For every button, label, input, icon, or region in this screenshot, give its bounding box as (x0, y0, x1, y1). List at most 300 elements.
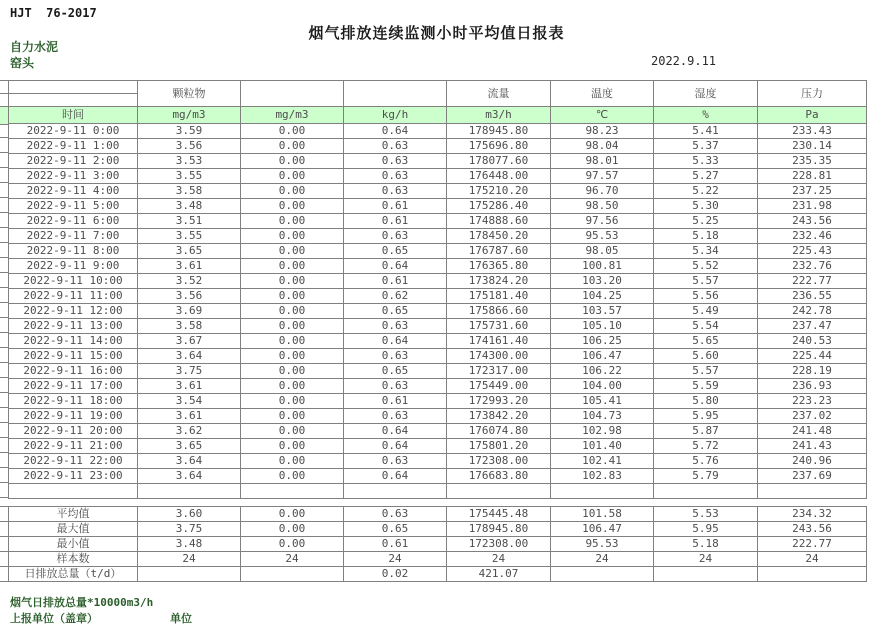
value-cell: 0.00 (241, 259, 344, 274)
value-cell: 178945.80 (447, 124, 551, 139)
summary-label: 日排放总量（t/d） (9, 567, 138, 582)
value-cell: 3.75 (138, 364, 241, 379)
value-cell: 0.00 (241, 184, 344, 199)
summary-value: 0.63 (344, 507, 447, 522)
value-cell: 102.98 (551, 424, 654, 439)
value-cell: 232.76 (758, 259, 867, 274)
value-cell: 0.64 (344, 469, 447, 484)
empty-cell (551, 484, 654, 499)
summary-value: 421.07 (447, 567, 551, 582)
summary-value: 0.00 (241, 522, 344, 537)
table-row (9, 124, 867, 139)
table-row (9, 199, 867, 214)
table-row (9, 304, 867, 319)
group-header-blank-2 (344, 81, 447, 107)
table-row (9, 409, 867, 424)
value-cell: 178450.20 (447, 229, 551, 244)
table-row (9, 184, 867, 199)
value-cell: 98.50 (551, 199, 654, 214)
summary-value: 0.00 (241, 537, 344, 552)
value-cell: 0.00 (241, 229, 344, 244)
value-cell: 230.14 (758, 139, 867, 154)
value-cell: 3.69 (138, 304, 241, 319)
summary-label: 最小值 (9, 537, 138, 552)
value-cell: 3.67 (138, 334, 241, 349)
value-cell: 3.52 (138, 274, 241, 289)
value-cell: 233.43 (758, 124, 867, 139)
summary-row (9, 522, 867, 537)
value-cell: 0.65 (344, 364, 447, 379)
summary-value (758, 567, 867, 582)
table-row (9, 289, 867, 304)
value-cell: 0.63 (344, 229, 447, 244)
summary-row (9, 552, 867, 567)
value-cell: 172308.00 (447, 454, 551, 469)
value-cell: 175866.60 (447, 304, 551, 319)
time-cell: 2022-9-11 14:00 (9, 334, 138, 349)
value-cell: 222.77 (758, 274, 867, 289)
table-row (9, 169, 867, 184)
summary-value: 24 (344, 552, 447, 567)
value-cell: 5.34 (654, 244, 758, 259)
time-cell: 2022-9-11 7:00 (9, 229, 138, 244)
table-row (9, 154, 867, 169)
value-cell: 0.00 (241, 154, 344, 169)
summary-value (241, 567, 344, 582)
value-cell: 175801.20 (447, 439, 551, 454)
table-row (9, 394, 867, 409)
value-cell: 0.61 (344, 274, 447, 289)
unit-m3-h: m3/h (447, 107, 551, 124)
standard-code: HJT 76-2017 (10, 6, 97, 20)
summary-value: 0.61 (344, 537, 447, 552)
value-cell: 101.40 (551, 439, 654, 454)
value-cell: 0.64 (344, 424, 447, 439)
data-rows (9, 124, 867, 484)
value-cell: 0.00 (241, 349, 344, 364)
summary-value: 175445.48 (447, 507, 551, 522)
value-cell: 176074.80 (447, 424, 551, 439)
group-header-temperature: 温度 (551, 81, 654, 107)
table-row (9, 364, 867, 379)
group-header-blank-1 (241, 81, 344, 107)
time-cell: 2022-9-11 12:00 (9, 304, 138, 319)
value-cell: 0.64 (344, 439, 447, 454)
value-cell: 5.49 (654, 304, 758, 319)
value-cell: 0.00 (241, 469, 344, 484)
value-cell: 0.00 (241, 394, 344, 409)
value-cell: 0.63 (344, 169, 447, 184)
value-cell: 0.00 (241, 379, 344, 394)
table-row (9, 349, 867, 364)
value-cell: 0.00 (241, 244, 344, 259)
value-cell: 98.05 (551, 244, 654, 259)
time-cell: 2022-9-11 16:00 (9, 364, 138, 379)
value-cell: 0.00 (241, 334, 344, 349)
value-cell: 175286.40 (447, 199, 551, 214)
time-cell: 2022-9-11 18:00 (9, 394, 138, 409)
value-cell: 242.78 (758, 304, 867, 319)
group-header-flow: 流量 (447, 81, 551, 107)
table-row (9, 259, 867, 274)
summary-value: 222.77 (758, 537, 867, 552)
value-cell: 0.00 (241, 289, 344, 304)
value-cell: 0.00 (241, 319, 344, 334)
value-cell: 105.41 (551, 394, 654, 409)
value-cell: 241.48 (758, 424, 867, 439)
time-header-bottom-cell (9, 94, 138, 107)
group-header-row (9, 81, 867, 94)
value-cell: 3.55 (138, 229, 241, 244)
value-cell: 106.25 (551, 334, 654, 349)
value-cell: 223.23 (758, 394, 867, 409)
table-row (9, 214, 867, 229)
time-cell: 2022-9-11 6:00 (9, 214, 138, 229)
margin-tick-lines (0, 506, 8, 582)
value-cell: 236.55 (758, 289, 867, 304)
margin-tick-lines (0, 137, 8, 499)
value-cell: 0.63 (344, 139, 447, 154)
time-cell: 2022-9-11 11:00 (9, 289, 138, 304)
value-cell: 5.25 (654, 214, 758, 229)
value-cell: 0.61 (344, 214, 447, 229)
value-cell: 0.64 (344, 334, 447, 349)
time-cell: 2022-9-11 13:00 (9, 319, 138, 334)
value-cell: 3.56 (138, 139, 241, 154)
value-cell: 5.79 (654, 469, 758, 484)
value-cell: 3.62 (138, 424, 241, 439)
table-row (9, 319, 867, 334)
value-cell: 5.41 (654, 124, 758, 139)
value-cell: 0.00 (241, 124, 344, 139)
value-cell: 0.63 (344, 184, 447, 199)
table-row (9, 379, 867, 394)
table-row (9, 229, 867, 244)
time-cell: 2022-9-11 2:00 (9, 154, 138, 169)
summary-row (9, 567, 867, 582)
value-cell: 5.57 (654, 274, 758, 289)
value-cell: 103.57 (551, 304, 654, 319)
summary-value: 243.56 (758, 522, 867, 537)
value-cell: 0.00 (241, 199, 344, 214)
value-cell: 228.81 (758, 169, 867, 184)
value-cell: 98.01 (551, 154, 654, 169)
value-cell: 5.56 (654, 289, 758, 304)
value-cell: 5.80 (654, 394, 758, 409)
value-cell: 5.52 (654, 259, 758, 274)
value-cell: 174161.40 (447, 334, 551, 349)
value-cell: 95.53 (551, 229, 654, 244)
value-cell: 96.70 (551, 184, 654, 199)
value-cell: 0.00 (241, 424, 344, 439)
margin-tick-line (0, 80, 8, 81)
summary-value (138, 567, 241, 582)
value-cell: 175696.80 (447, 139, 551, 154)
value-cell: 105.10 (551, 319, 654, 334)
value-cell: 0.65 (344, 304, 447, 319)
value-cell: 106.47 (551, 349, 654, 364)
summary-value: 24 (654, 552, 758, 567)
time-cell: 2022-9-11 4:00 (9, 184, 138, 199)
value-cell: 0.63 (344, 379, 447, 394)
value-cell: 174888.60 (447, 214, 551, 229)
value-cell: 104.25 (551, 289, 654, 304)
value-cell: 0.00 (241, 439, 344, 454)
unit-kg-h: kg/h (344, 107, 447, 124)
value-cell: 0.63 (344, 154, 447, 169)
value-cell: 228.19 (758, 364, 867, 379)
value-cell: 174300.00 (447, 349, 551, 364)
table-row (9, 439, 867, 454)
time-column-header: 时间 (9, 107, 138, 124)
value-cell: 3.64 (138, 469, 241, 484)
margin-tick-line (0, 93, 8, 94)
value-cell: 173824.20 (447, 274, 551, 289)
value-cell: 0.00 (241, 214, 344, 229)
value-cell: 175449.00 (447, 379, 551, 394)
value-cell: 240.53 (758, 334, 867, 349)
value-cell: 0.63 (344, 319, 447, 334)
value-cell: 102.41 (551, 454, 654, 469)
value-cell: 5.18 (654, 229, 758, 244)
value-cell: 3.65 (138, 439, 241, 454)
value-cell: 3.61 (138, 409, 241, 424)
value-cell: 243.56 (758, 214, 867, 229)
summary-value: 24 (758, 552, 867, 567)
value-cell: 0.00 (241, 169, 344, 184)
table-row (9, 469, 867, 484)
summary-value: 24 (447, 552, 551, 567)
value-cell: 3.55 (138, 169, 241, 184)
summary-value: 24 (551, 552, 654, 567)
time-cell: 2022-9-11 23:00 (9, 469, 138, 484)
value-cell: 0.00 (241, 139, 344, 154)
time-cell: 2022-9-11 19:00 (9, 409, 138, 424)
value-cell: 5.76 (654, 454, 758, 469)
summary-label: 样本数 (9, 552, 138, 567)
group-header-dust: 颗粒物 (138, 81, 241, 107)
value-cell: 3.51 (138, 214, 241, 229)
value-cell: 0.00 (241, 304, 344, 319)
summary-value: 5.95 (654, 522, 758, 537)
table-row (9, 334, 867, 349)
group-header-pressure: 压力 (758, 81, 867, 107)
margin-green-band (0, 106, 8, 125)
summary-value: 24 (241, 552, 344, 567)
value-cell: 97.56 (551, 214, 654, 229)
summary-value: 101.58 (551, 507, 654, 522)
value-cell: 5.57 (654, 364, 758, 379)
summary-value: 106.47 (551, 522, 654, 537)
time-cell: 2022-9-11 15:00 (9, 349, 138, 364)
spacer-row-group (9, 484, 867, 499)
value-cell: 172993.20 (447, 394, 551, 409)
time-header-top-cell (9, 81, 138, 94)
value-cell: 176448.00 (447, 169, 551, 184)
table-row (9, 274, 867, 289)
value-cell: 0.00 (241, 409, 344, 424)
time-cell: 2022-9-11 3:00 (9, 169, 138, 184)
empty-cell (654, 484, 758, 499)
summary-value: 5.53 (654, 507, 758, 522)
empty-cell (344, 484, 447, 499)
table-row (9, 244, 867, 259)
summary-value (551, 567, 654, 582)
value-cell: 3.61 (138, 259, 241, 274)
value-cell: 3.61 (138, 379, 241, 394)
summary-value: 3.75 (138, 522, 241, 537)
summary-value: 5.18 (654, 537, 758, 552)
value-cell: 3.64 (138, 349, 241, 364)
value-cell: 225.44 (758, 349, 867, 364)
summary-value: 234.32 (758, 507, 867, 522)
summary-value: 24 (138, 552, 241, 567)
page-title: 烟气排放连续监测小时平均值日报表 (308, 24, 565, 42)
summary-value: 0.02 (344, 567, 447, 582)
summary-value: 178945.80 (447, 522, 551, 537)
value-cell: 237.47 (758, 319, 867, 334)
empty-cell (241, 484, 344, 499)
time-cell: 2022-9-11 10:00 (9, 274, 138, 289)
value-cell: 0.00 (241, 274, 344, 289)
value-cell: 175181.40 (447, 289, 551, 304)
value-cell: 102.83 (551, 469, 654, 484)
value-cell: 0.63 (344, 409, 447, 424)
value-cell: 97.57 (551, 169, 654, 184)
value-cell: 3.59 (138, 124, 241, 139)
value-cell: 240.96 (758, 454, 867, 469)
unit-header-row (9, 107, 867, 124)
value-cell: 175731.60 (447, 319, 551, 334)
value-cell: 5.59 (654, 379, 758, 394)
value-cell: 237.69 (758, 469, 867, 484)
value-cell: 237.02 (758, 409, 867, 424)
value-cell: 0.61 (344, 199, 447, 214)
summary-row (9, 537, 867, 552)
value-cell: 100.81 (551, 259, 654, 274)
value-cell: 0.64 (344, 259, 447, 274)
value-cell: 3.65 (138, 244, 241, 259)
value-cell: 3.54 (138, 394, 241, 409)
time-cell: 2022-9-11 5:00 (9, 199, 138, 214)
value-cell: 3.48 (138, 199, 241, 214)
value-cell: 5.30 (654, 199, 758, 214)
empty-cell (447, 484, 551, 499)
value-cell: 5.27 (654, 169, 758, 184)
value-cell: 0.64 (344, 124, 447, 139)
empty-cell (138, 484, 241, 499)
time-cell: 2022-9-11 9:00 (9, 259, 138, 274)
report-date: 2022.9.11 (651, 54, 717, 68)
value-cell: 104.73 (551, 409, 654, 424)
time-cell: 2022-9-11 1:00 (9, 139, 138, 154)
unit-label: 单位 (170, 612, 192, 625)
value-cell: 0.63 (344, 349, 447, 364)
value-cell: 0.00 (241, 454, 344, 469)
company-name: 自力水泥 (10, 40, 59, 54)
reporting-unit-label: 上报单位（盖章） (10, 612, 98, 625)
time-cell: 2022-9-11 21:00 (9, 439, 138, 454)
value-cell: 241.43 (758, 439, 867, 454)
value-cell: 5.87 (654, 424, 758, 439)
value-cell: 103.20 (551, 274, 654, 289)
empty-cell (758, 484, 867, 499)
value-cell: 175210.20 (447, 184, 551, 199)
value-cell: 231.98 (758, 199, 867, 214)
value-cell: 5.72 (654, 439, 758, 454)
summary-row (9, 507, 867, 522)
summary-value: 3.60 (138, 507, 241, 522)
value-cell: 225.43 (758, 244, 867, 259)
table-row (9, 139, 867, 154)
time-cell: 2022-9-11 20:00 (9, 424, 138, 439)
time-cell: 2022-9-11 8:00 (9, 244, 138, 259)
value-cell: 176683.80 (447, 469, 551, 484)
value-cell: 106.22 (551, 364, 654, 379)
value-cell: 5.37 (654, 139, 758, 154)
time-cell: 2022-9-11 22:00 (9, 454, 138, 469)
value-cell: 0.63 (344, 454, 447, 469)
value-cell: 98.04 (551, 139, 654, 154)
summary-value: 95.53 (551, 537, 654, 552)
value-cell: 5.22 (654, 184, 758, 199)
value-cell: 176787.60 (447, 244, 551, 259)
footnote-total-emission: 烟气日排放总量*10000m3/h (10, 596, 154, 609)
value-cell: 98.23 (551, 124, 654, 139)
value-cell: 236.93 (758, 379, 867, 394)
time-cell: 2022-9-11 0:00 (9, 124, 138, 139)
unit-percent: % (654, 107, 758, 124)
value-cell: 0.61 (344, 394, 447, 409)
table-row (9, 454, 867, 469)
group-header-humidity: 湿度 (654, 81, 758, 107)
value-cell: 104.00 (551, 379, 654, 394)
table-row (9, 424, 867, 439)
value-cell: 5.95 (654, 409, 758, 424)
value-cell: 5.54 (654, 319, 758, 334)
value-cell: 3.58 (138, 184, 241, 199)
summary-value: 0.00 (241, 507, 344, 522)
value-cell: 5.65 (654, 334, 758, 349)
value-cell: 5.33 (654, 154, 758, 169)
value-cell: 5.60 (654, 349, 758, 364)
value-cell: 0.65 (344, 244, 447, 259)
summary-value: 0.65 (344, 522, 447, 537)
value-cell: 3.53 (138, 154, 241, 169)
value-cell: 172317.00 (447, 364, 551, 379)
value-cell: 176365.80 (447, 259, 551, 274)
value-cell: 0.62 (344, 289, 447, 304)
unit-pa: Pa (758, 107, 867, 124)
value-cell: 237.25 (758, 184, 867, 199)
value-cell: 0.00 (241, 364, 344, 379)
value-cell: 3.58 (138, 319, 241, 334)
value-cell: 178077.60 (447, 154, 551, 169)
value-cell: 232.46 (758, 229, 867, 244)
summary-value: 3.48 (138, 537, 241, 552)
empty-cell (9, 484, 138, 499)
value-cell: 235.35 (758, 154, 867, 169)
unit-mg-m3-1: mg/m3 (138, 107, 241, 124)
hourly-data-table (8, 80, 867, 499)
value-cell: 3.64 (138, 454, 241, 469)
summary-label: 平均值 (9, 507, 138, 522)
unit-celsius: ℃ (551, 107, 654, 124)
value-cell: 3.56 (138, 289, 241, 304)
summary-value (654, 567, 758, 582)
station-name: 窑头 (10, 56, 35, 70)
unit-mg-m3-2: mg/m3 (241, 107, 344, 124)
